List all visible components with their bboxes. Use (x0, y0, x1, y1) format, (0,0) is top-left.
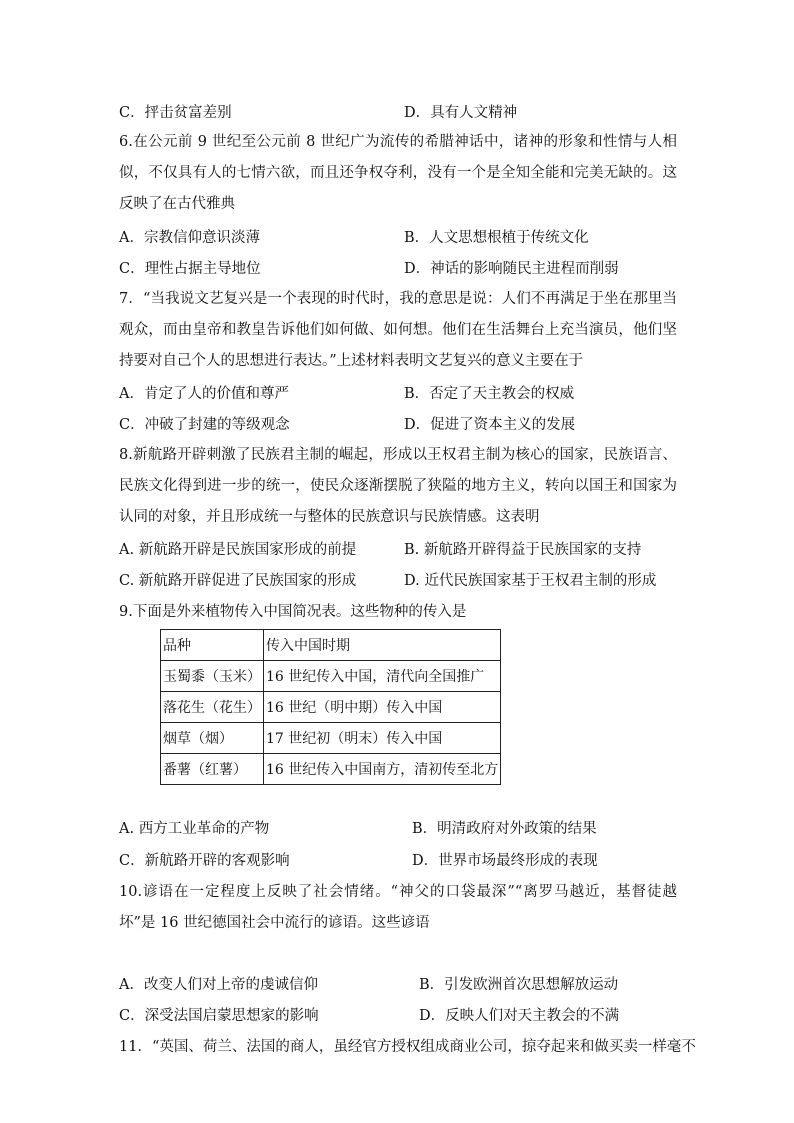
q9-option-c: C．新航路开辟的客观影响 (119, 853, 290, 869)
q7-option-d: D．促进了资本主义的发展 (404, 417, 576, 433)
q10-option-a: A．改变人们对上帝的虔诚信仰 (119, 977, 318, 993)
q6-option-b: B．人文思想根植于传统文化 (404, 230, 589, 246)
q10-option-d: D．反映人们对天主教会的不满 (419, 1008, 620, 1024)
table-row (161, 692, 501, 723)
q9-option-d: D．世界市场最终形成的表现 (412, 853, 598, 869)
q8-option-a: A. 新航路开辟是民族国家形成的前提 (119, 542, 357, 558)
q8-stem: 8.新航路开辟刺激了民族君主制的崛起，形成以王权君主制为核心的国家，民族语言、民族文化得到进一步的统一，使民众逐渐摆脱了狭隘的地方主义，转向以国王和国家为认同的对象，并且形成统一与整体的民族意识与民族情感。这表明 (119, 447, 677, 525)
q8-option-b: B. 新航路开辟得益于民族国家的支持 (404, 542, 642, 558)
q5-option-d: D．具有人文精神 (404, 105, 518, 121)
table-row (161, 723, 501, 754)
q7-option-c: C．冲破了封建的等级观念 (119, 417, 290, 433)
table-header-variety: 品种 (161, 630, 264, 661)
table-cell-period: 16 世纪传入中国南方，清初传至北方 (264, 754, 501, 785)
table-cell-variety: 烟草（烟） (161, 723, 264, 754)
table-cell-period: 16 世纪（明中期）传入中国 (264, 692, 501, 723)
q9-stem: 9.下面是外来植物传入中国简况表。这些物种的传入是 (119, 604, 467, 620)
table-cell-period: 16 世纪传入中国，清代向全国推广 (264, 661, 501, 692)
table-header-row (161, 630, 501, 661)
q10-stem: 10.谚语在一定程度上反映了社会情绪。“神父的口袋最深”“离罗马越近，基督徒越坏”是 16 世纪德国社会中流行的谚语。这些谚语 (119, 884, 677, 931)
q5-option-c: C．抨击贫富差别 (119, 105, 232, 121)
table-cell-variety: 番薯（红薯） (161, 754, 264, 785)
q6-option-c: C．理性占据主导地位 (119, 261, 261, 277)
table-row (161, 754, 501, 785)
q7-option-a: A．肯定了人的价值和尊严 (119, 386, 289, 402)
q9-option-b: B．明清政府对外政策的结果 (412, 821, 597, 837)
q10-option-b: B．引发欧洲首次思想解放运动 (419, 977, 619, 993)
q6-stem: 6.在公元前 9 世纪至公元前 8 世纪广为流传的希腊神话中，诸神的形象和性情与人相似，不仅具有人的七情六欲，而且还争权夺利，没有一个是全知全能和完美无缺的。这反映了在古代雅典 (119, 134, 677, 212)
table-cell-variety: 落花生（花生） (161, 692, 264, 723)
q7-option-b: B．否定了天主教会的权威 (404, 386, 575, 402)
table-header-period: 传入中国时期 (264, 630, 501, 661)
q6-option-d: D．神话的影响随民主进程而削弱 (404, 261, 619, 277)
table-cell-period: 17 世纪初（明末）传入中国 (264, 723, 501, 754)
table-cell-variety: 玉蜀黍（玉米） (161, 661, 264, 692)
table-row (161, 661, 501, 692)
q6-option-a: A．宗教信仰意识淡薄 (119, 230, 260, 246)
q10-option-c: C．深受法国启蒙思想家的影响 (119, 1008, 319, 1024)
q8-option-d: D. 近代民族国家基于王权君主制的形成 (404, 573, 657, 589)
plant-table (160, 629, 501, 785)
q11-stem: 11．“英国、荷兰、法国的商人，虽经官方授权组成商业公司，掠夺起来和做买卖一样毫不 (119, 1039, 696, 1055)
q9-option-a: A. 西方工业革命的产物 (119, 821, 270, 837)
q7-stem: 7．“当我说文艺复兴是一个表现的时代时，我的意思是说：人们不再满足于坐在那里当观众，而由皇帝和教皇告诉他们如何做、如何想。他们在生活舞台上充当演员，他们坚持要对自己个人的思想进行表达。”上述材料表明文艺复兴的意义主要在于 (119, 291, 677, 369)
q8-option-c: C. 新航路开辟促进了民族国家的形成 (119, 573, 357, 589)
